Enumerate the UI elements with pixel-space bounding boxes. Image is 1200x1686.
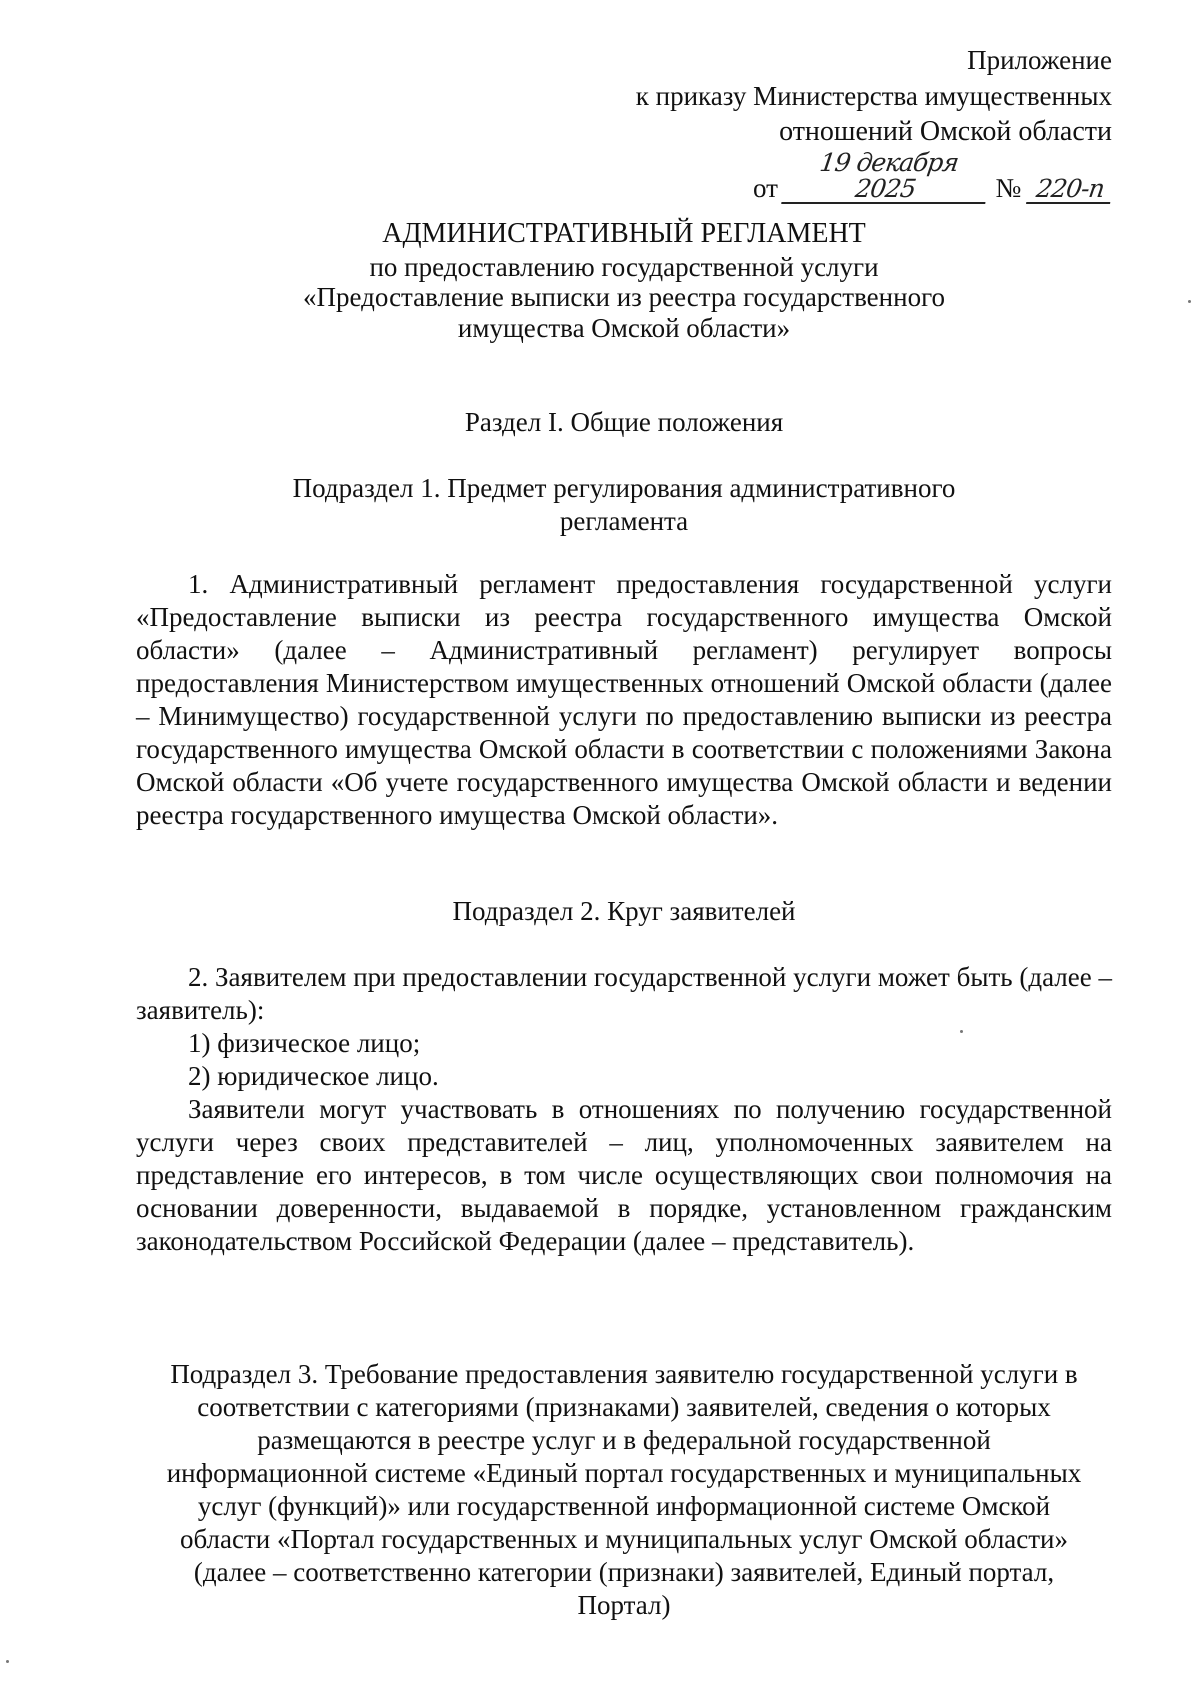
subsection-1-body	[136, 568, 1112, 832]
subsection-3-heading-line-2: соответствии с категориями (признаками) заявителей, сведения о которых	[197, 1392, 1051, 1422]
subsection-3-heading-line-7: (далее – соответственно категории (признаки) заявителей, Единый портал,	[193, 1557, 1055, 1587]
paragraph-3: Заявители могут участвовать в отношениях по получению государственной услуги через своих представителей – лиц, уполномоченных заявителем на представление его интересов, в том числе осуществляющих свои полномочия на основании доверенности, выдаваемой в порядке, установленном гражданским законодательством Российской Федерации (далее – представитель).	[136, 1094, 1112, 1256]
title-sub-2: «Предоставление выписки из реестра государственного	[303, 282, 945, 312]
section-1-heading: Раздел I. Общие положения	[464, 407, 784, 437]
subsection-3-heading-line-3: размещаются в реестре услуг и в федеральной государственной	[257, 1425, 991, 1455]
date-prefix: от	[753, 173, 778, 203]
list-item-1: 1) физическое лицо;	[188, 1028, 421, 1058]
list-item-2: 2) юридическое лицо.	[188, 1061, 439, 1091]
subsection-3-heading-line-4: информационной системе «Единый портал государственных и муниципальных	[166, 1458, 1082, 1488]
document-title	[136, 216, 1112, 344]
number-prefix: №	[995, 173, 1022, 203]
subsection-3-heading-line-8: Портал)	[577, 1590, 671, 1620]
subsection-1-heading-line-1: Подраздел 1. Предмет регулирования административного	[292, 473, 956, 503]
subsection-1-heading-line-2: регламента	[559, 506, 689, 536]
subsection-3-heading	[136, 1358, 1112, 1622]
title-main: АДМИНИСТРАТИВНЫЙ РЕГЛАМЕНТ	[382, 218, 866, 249]
ministry-line: отношений Омской области	[779, 116, 1112, 147]
handwritten-order-number: 220-п	[1026, 176, 1114, 204]
appendix-label: Приложение	[967, 45, 1112, 75]
title-sub-3: имущества Омской области»	[457, 313, 791, 343]
handwritten-date: 19 декабря 2025	[781, 150, 993, 204]
order-date-number-line	[552, 150, 1112, 206]
subsection-3-heading-line-6: области «Портал государственных и муниципальных услуг Омской области»	[179, 1524, 1069, 1554]
subsection-2-heading: Подраздел 2. Круг заявителей	[452, 896, 796, 926]
subsection-1-heading	[136, 472, 1112, 538]
appendix-header	[552, 42, 1112, 206]
scan-speck	[1188, 300, 1191, 303]
subsection-2-body	[136, 961, 1112, 1258]
scan-speck	[6, 1660, 9, 1663]
order-reference-line: к приказу Министерства имущественных	[635, 81, 1112, 111]
paragraph-1: 1. Административный регламент предоставления государственной услуги «Предоставление выписки из реестра государственного имущества Омской области» (далее – Административный регламент) регулирует вопросы предоставления Министерством имущественных отношений Омской области (далее – Минимущество) государственной услуги по предоставлению выписки из реестра государственного имущества Омской области в соответствии с положениями Закона Омской области «Об учете государственного имущества Омской области и ведении реестра государственного имущества Омской области».	[136, 569, 1112, 830]
scan-speck	[960, 1030, 963, 1033]
paragraph-2: 2. Заявителем при предоставлении государственной услуги может быть (далее – заявитель):	[136, 962, 1112, 1025]
title-sub-1: по предоставлению государственной услуги	[369, 252, 879, 282]
subsection-3-heading-line-5: услуг (функций)» или государственной информационной системе Омской	[197, 1491, 1051, 1521]
subsection-3-heading-line-1: Подраздел 3. Требование предоставления заявителю государственной услуги в	[170, 1359, 1078, 1389]
